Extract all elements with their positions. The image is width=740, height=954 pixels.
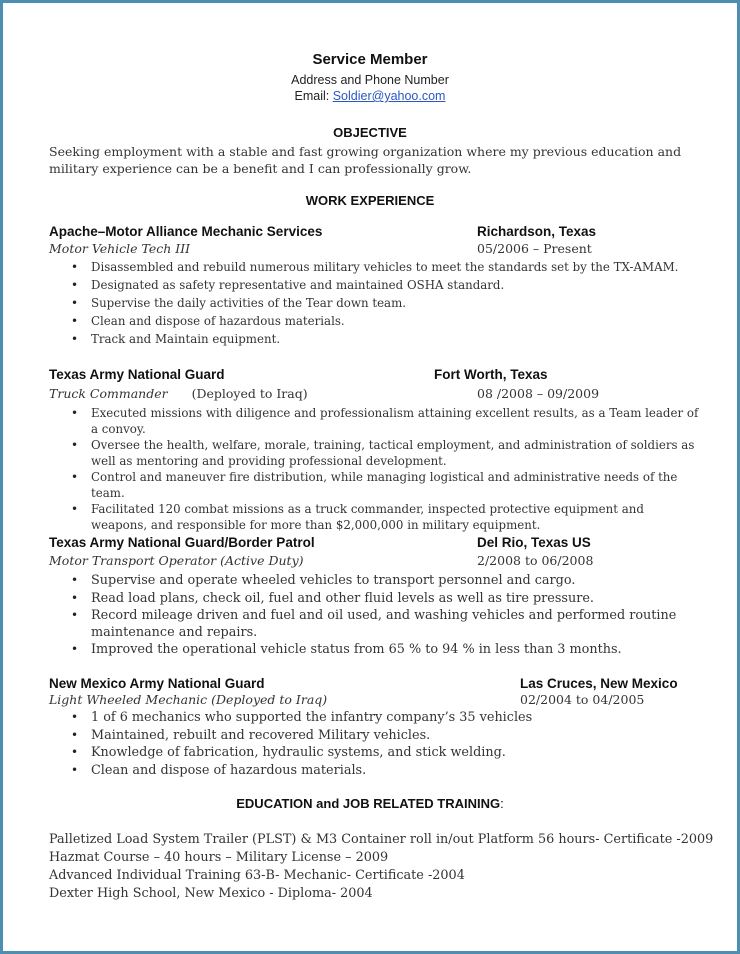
education-heading [3, 796, 737, 811]
work-experience-heading: WORK EXPERIENCE [305, 193, 435, 208]
job-employer: Apache–Motor Alliance Mechanic Services [49, 224, 323, 239]
list-item: • Supervise the daily activities of the Tear down team. [71, 295, 701, 311]
job-employer: Texas Army National Guard [49, 367, 225, 382]
email-line [3, 89, 737, 103]
job-location: Fort Worth, Texas [434, 367, 548, 382]
list-item: • Designated as safety representative and maintained OSHA standard. [71, 277, 701, 293]
job-bullets [71, 572, 701, 659]
objective-text: Seeking employment with a stable and fast growing organization where my previous education and military experience can be a benefit and I can professionally grow. [49, 144, 682, 176]
email-link[interactable]: Soldier@yahoo.com [332, 89, 446, 103]
list-item: • Clean and dispose of hazardous materials. [71, 313, 701, 329]
list-item: • Executed missions with diligence and professionalism attaining excellent results, as a Team leader of a convoy. [71, 405, 701, 437]
job-dates: 05/2006 – Present [477, 241, 592, 256]
address-phone: Address and Phone Number [291, 73, 449, 87]
resume-page [3, 3, 737, 951]
resume-name: Service Member [312, 51, 428, 68]
job-dates: 02/2004 to 04/2005 [520, 692, 645, 707]
job-location: Del Rio, Texas US [477, 535, 591, 550]
job-role-line [49, 386, 308, 401]
job-role-note: (Deployed to Iraq) [191, 386, 308, 401]
education-heading-suffix: : [500, 796, 504, 811]
education-item: Advanced Individual Training 63-B- Mechanic- Certificate -2004 [49, 868, 465, 883]
list-item: • Facilitated 120 combat missions as a truck commander, inspected protective equipment and weapons, and responsible for more than $2,000,000 in military equipment. [71, 501, 701, 533]
list-item: • Knowledge of fabrication, hydraulic systems, and stick welding. [71, 744, 701, 762]
job-employer: Texas Army National Guard/Border Patrol [49, 535, 315, 550]
list-item: • Oversee the health, welfare, morale, training, tactical employment, and administration of soldiers as well as mentoring and providing professional development. [71, 437, 701, 469]
job-dates: 08 /2008 – 09/2009 [477, 386, 600, 401]
job-bullets [71, 405, 701, 533]
list-item: • Record mileage driven and fuel and oil used, and washing vehicles and performed routine maintenance and repairs. [71, 607, 701, 641]
education-heading-text: EDUCATION and JOB RELATED TRAINING [236, 796, 501, 811]
job-role: Motor Transport Operator (Active Duty) [49, 553, 304, 568]
job-bullets [71, 709, 701, 779]
list-item: • Disassembled and rebuild numerous military vehicles to meet the standards set by the TX-AMAM. [71, 259, 701, 275]
list-item: • Read load plans, check oil, fuel and other fluid levels as well as tire pressure. [71, 590, 701, 608]
list-item: • Control and maneuver fire distribution, while managing logistical and administrative needs of the team. [71, 469, 701, 501]
list-item: • Maintained, rebuilt and recovered Military vehicles. [71, 727, 701, 745]
job-role: Motor Vehicle Tech III [49, 241, 191, 256]
education-item: Palletized Load System Trailer (PLST) & M3 Container roll in/out Platform 56 hours- Certificate -2009 [49, 832, 714, 847]
education-item: Hazmat Course – 40 hours – Military License – 2009 [49, 850, 389, 865]
job-location: Las Cruces, New Mexico [520, 676, 678, 691]
job-location: Richardson, Texas [477, 224, 597, 239]
job-dates: 2/2008 to 06/2008 [477, 553, 594, 568]
job-role: Truck Commander [49, 386, 168, 401]
list-item: • Supervise and operate wheeled vehicles to transport personnel and cargo. [71, 572, 701, 590]
list-item: • Improved the operational vehicle status from 65 % to 94 % in less than 3 months. [71, 641, 701, 659]
job-role: Light Wheeled Mechanic (Deployed to Iraq) [49, 692, 328, 707]
list-item: • 1 of 6 mechanics who supported the infantry company’s 35 vehicles [71, 709, 701, 727]
email-label: Email: [294, 89, 333, 103]
job-employer: New Mexico Army National Guard [49, 676, 265, 691]
education-item: Dexter High School, New Mexico - Diploma- 2004 [49, 886, 373, 901]
objective-heading: OBJECTIVE [333, 125, 407, 140]
list-item: • Track and Maintain equipment. [71, 331, 701, 347]
list-item: • Clean and dispose of hazardous materials. [71, 762, 701, 780]
job-bullets [71, 259, 701, 349]
